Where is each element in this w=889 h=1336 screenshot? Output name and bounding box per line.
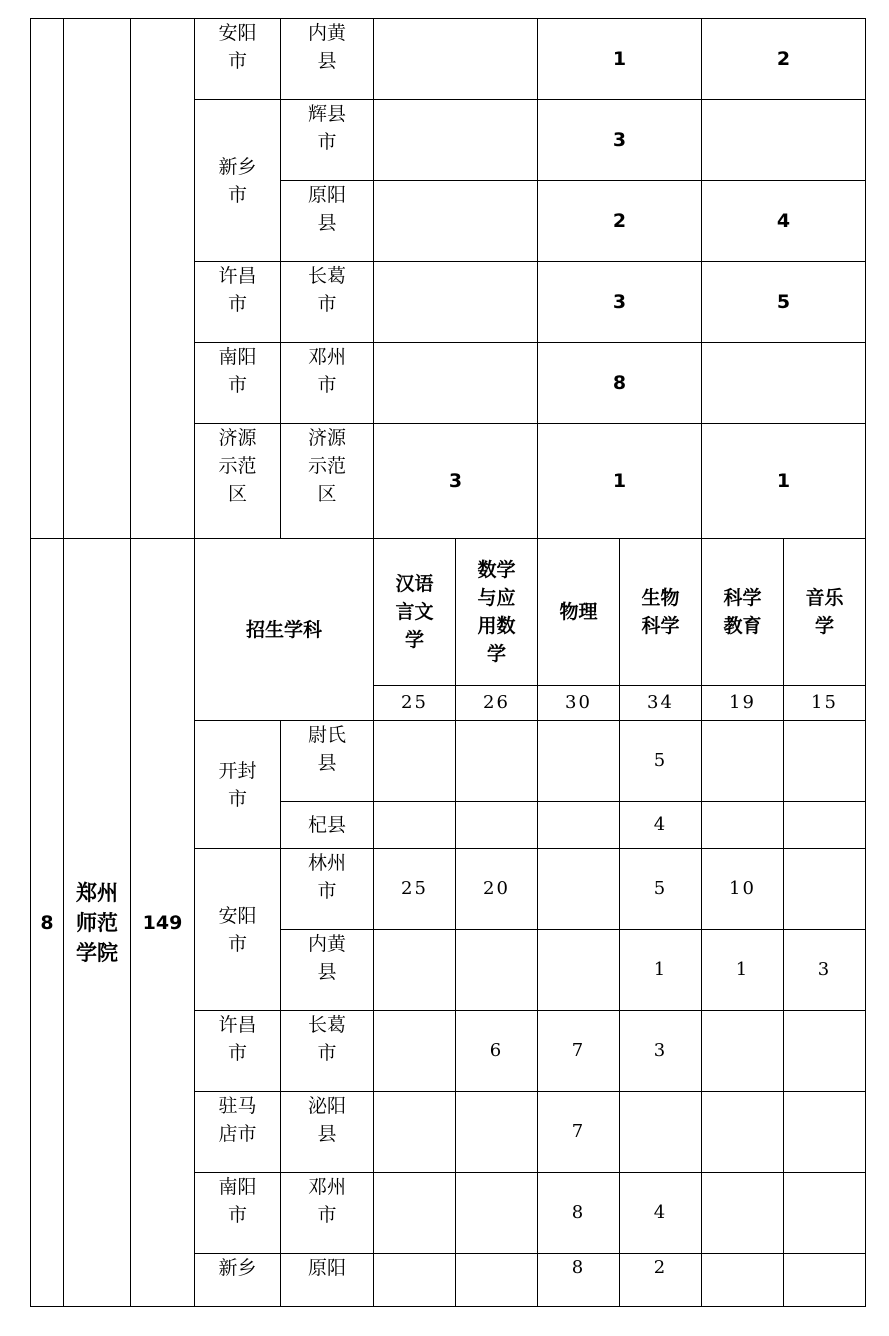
county-cell: 长葛 市 bbox=[281, 262, 374, 343]
city-cell: 新乡 市 bbox=[195, 100, 281, 262]
quota-cell bbox=[374, 343, 538, 424]
subject-total: 30 bbox=[538, 686, 620, 721]
subject-name: 汉语 言文 学 bbox=[374, 539, 456, 686]
subject-header-row bbox=[31, 539, 866, 686]
city-cell: 新乡 bbox=[195, 1254, 281, 1307]
city-cell: 驻马 店市 bbox=[195, 1092, 281, 1173]
quota-cell bbox=[374, 930, 456, 1011]
quota-cell: 2 bbox=[702, 19, 866, 100]
quota-cell: 4 bbox=[620, 802, 702, 849]
quota-cell bbox=[538, 930, 620, 1011]
quota-cell: 3 bbox=[538, 262, 702, 343]
quota-cell bbox=[784, 1092, 866, 1173]
quota-cell bbox=[538, 802, 620, 849]
quota-cell bbox=[620, 1092, 702, 1173]
city-cell: 开封 市 bbox=[195, 721, 281, 849]
school-index: 8 bbox=[31, 539, 64, 1307]
empty-index-cell bbox=[31, 19, 64, 539]
subject-total: 26 bbox=[456, 686, 538, 721]
quota-cell bbox=[784, 1011, 866, 1092]
quota-cell: 5 bbox=[620, 849, 702, 930]
table-row bbox=[31, 19, 866, 100]
subject-name: 音乐 学 bbox=[784, 539, 866, 686]
subject-name: 物理 bbox=[538, 539, 620, 686]
empty-school-cell bbox=[64, 19, 131, 539]
quota-cell bbox=[702, 1254, 784, 1307]
county-cell: 杞县 bbox=[281, 802, 374, 849]
quota-cell: 1 bbox=[620, 930, 702, 1011]
quota-cell: 7 bbox=[538, 1011, 620, 1092]
quota-cell bbox=[538, 849, 620, 930]
subject-header-label: 招生学科 bbox=[195, 539, 374, 721]
city-cell: 南阳 市 bbox=[195, 1173, 281, 1254]
enrollment-table bbox=[30, 18, 866, 1307]
quota-cell: 8 bbox=[538, 343, 702, 424]
quota-cell bbox=[702, 802, 784, 849]
quota-cell bbox=[456, 802, 538, 849]
school-total: 149 bbox=[131, 539, 195, 1307]
quota-cell bbox=[374, 181, 538, 262]
quota-cell bbox=[374, 100, 538, 181]
quota-cell bbox=[702, 721, 784, 802]
subject-name: 数学 与应 用数 学 bbox=[456, 539, 538, 686]
county-cell: 内黄 县 bbox=[281, 930, 374, 1011]
quota-cell: 10 bbox=[702, 849, 784, 930]
quota-cell: 1 bbox=[538, 19, 702, 100]
quota-cell bbox=[456, 721, 538, 802]
quota-cell bbox=[538, 721, 620, 802]
quota-cell: 1 bbox=[702, 930, 784, 1011]
quota-cell: 3 bbox=[620, 1011, 702, 1092]
quota-cell bbox=[784, 1254, 866, 1307]
city-cell: 南阳 市 bbox=[195, 343, 281, 424]
quota-cell bbox=[374, 802, 456, 849]
quota-cell: 20 bbox=[456, 849, 538, 930]
quota-cell bbox=[374, 1092, 456, 1173]
quota-cell: 4 bbox=[702, 181, 866, 262]
county-cell: 邓州 市 bbox=[281, 343, 374, 424]
city-cell: 安阳 市 bbox=[195, 19, 281, 100]
county-cell: 济源 示范 区 bbox=[281, 424, 374, 539]
quota-cell: 5 bbox=[702, 262, 866, 343]
quota-cell bbox=[784, 802, 866, 849]
quota-cell bbox=[702, 1092, 784, 1173]
quota-cell bbox=[702, 1173, 784, 1254]
quota-cell bbox=[702, 343, 866, 424]
quota-cell: 3 bbox=[538, 100, 702, 181]
quota-cell: 8 bbox=[538, 1173, 620, 1254]
quota-cell: 8 bbox=[538, 1254, 620, 1307]
quota-cell: 3 bbox=[374, 424, 538, 539]
quota-cell: 6 bbox=[456, 1011, 538, 1092]
county-cell: 长葛 市 bbox=[281, 1011, 374, 1092]
subject-total: 25 bbox=[374, 686, 456, 721]
quota-cell bbox=[702, 100, 866, 181]
quota-cell: 25 bbox=[374, 849, 456, 930]
quota-cell: 2 bbox=[538, 181, 702, 262]
subject-name: 生物 科学 bbox=[620, 539, 702, 686]
county-cell: 辉县 市 bbox=[281, 100, 374, 181]
quota-cell bbox=[456, 930, 538, 1011]
subject-name: 科学 教育 bbox=[702, 539, 784, 686]
county-cell: 原阳 bbox=[281, 1254, 374, 1307]
empty-total-cell bbox=[131, 19, 195, 539]
quota-cell bbox=[784, 849, 866, 930]
quota-cell bbox=[456, 1173, 538, 1254]
city-cell: 安阳 市 bbox=[195, 849, 281, 1011]
quota-cell bbox=[702, 1011, 784, 1092]
quota-cell: 5 bbox=[620, 721, 702, 802]
quota-cell bbox=[784, 721, 866, 802]
quota-cell: 1 bbox=[702, 424, 866, 539]
quota-cell bbox=[374, 1011, 456, 1092]
quota-cell: 3 bbox=[784, 930, 866, 1011]
county-cell: 邓州 市 bbox=[281, 1173, 374, 1254]
quota-cell bbox=[374, 262, 538, 343]
subject-total: 15 bbox=[784, 686, 866, 721]
quota-cell: 1 bbox=[538, 424, 702, 539]
quota-cell: 2 bbox=[620, 1254, 702, 1307]
quota-cell: 7 bbox=[538, 1092, 620, 1173]
county-cell: 内黄 县 bbox=[281, 19, 374, 100]
quota-cell bbox=[456, 1092, 538, 1173]
city-cell: 许昌 市 bbox=[195, 262, 281, 343]
quota-cell bbox=[374, 721, 456, 802]
quota-cell bbox=[374, 1173, 456, 1254]
quota-cell bbox=[374, 19, 538, 100]
quota-cell bbox=[784, 1173, 866, 1254]
county-cell: 原阳 县 bbox=[281, 181, 374, 262]
subject-total: 19 bbox=[702, 686, 784, 721]
city-cell: 济源 示范 区 bbox=[195, 424, 281, 539]
county-cell: 泌阳 县 bbox=[281, 1092, 374, 1173]
quota-cell: 4 bbox=[620, 1173, 702, 1254]
quota-cell bbox=[456, 1254, 538, 1307]
subject-total: 34 bbox=[620, 686, 702, 721]
city-cell: 许昌 市 bbox=[195, 1011, 281, 1092]
county-cell: 尉氏 县 bbox=[281, 721, 374, 802]
county-cell: 林州 市 bbox=[281, 849, 374, 930]
school-name: 郑州 师范 学院 bbox=[64, 539, 131, 1307]
quota-cell bbox=[374, 1254, 456, 1307]
